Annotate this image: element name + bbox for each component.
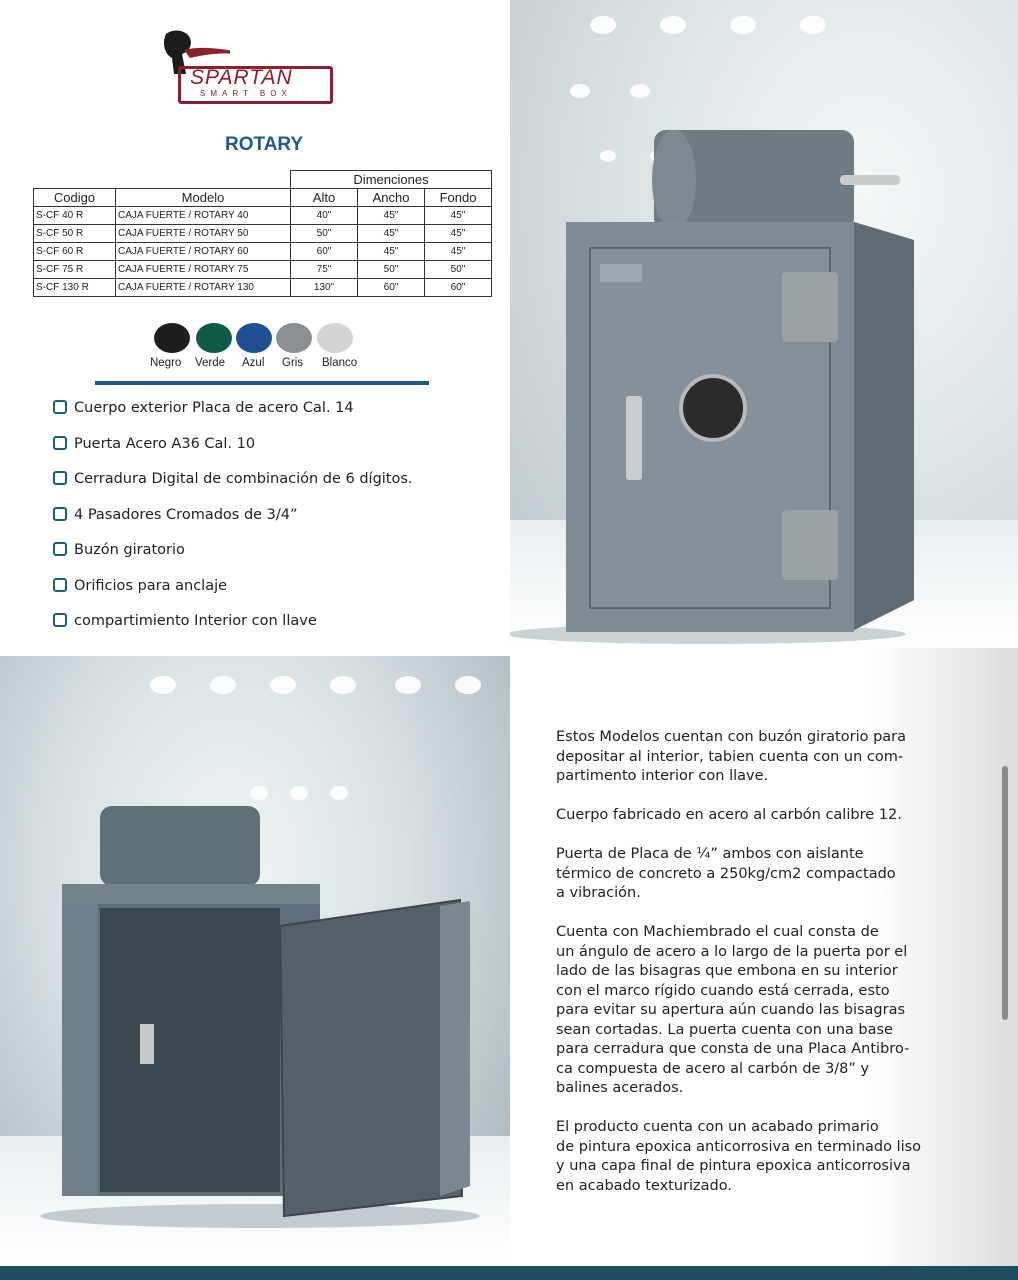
list-item <box>53 542 483 564</box>
cell-alto: 130" <box>291 279 358 297</box>
feature-label: Orificios para anclaje <box>74 577 228 594</box>
footer-bar <box>0 1266 1018 1280</box>
cell-ancho: 45" <box>358 225 425 243</box>
dimensions-table <box>33 170 492 297</box>
list-item <box>53 613 483 635</box>
color-label: Blanco <box>322 357 358 369</box>
color-swatch-gris <box>276 323 312 353</box>
cell-modelo: CAJA FUERTE / ROTARY 75 <box>116 261 291 279</box>
feature-label: Puerta Acero A36 Cal. 10 <box>74 435 256 452</box>
table-row <box>34 261 492 279</box>
cell-alto: 75" <box>291 261 358 279</box>
list-item <box>53 507 483 529</box>
col-header-modelo: Modelo <box>116 189 291 207</box>
cell-codigo: S-CF 40 R <box>34 207 116 225</box>
cell-codigo: S-CF 75 R <box>34 261 116 279</box>
safe-closed-illustration <box>510 0 1018 648</box>
description-paragraph: Cuerpo fabricado en acero al carbón calibre 12. <box>556 807 902 823</box>
feature-label: Cuerpo exterior Placa de acero Cal. 14 <box>74 400 354 416</box>
col-header-fondo: Fondo <box>425 189 492 207</box>
checkbox-icon <box>53 542 67 556</box>
feature-label: Cerradura Digital de combinación de 6 dígitos. <box>74 471 413 487</box>
feature-label: compartimiento Interior con llave <box>74 613 317 629</box>
cell-ancho: 50" <box>358 261 425 279</box>
cell-fondo: 50" <box>425 261 492 279</box>
safe-closed-photo <box>510 0 1018 648</box>
cell-modelo: CAJA FUERTE / ROTARY 50 <box>116 225 291 243</box>
cell-fondo: 45" <box>425 207 492 225</box>
cell-alto: 40" <box>291 207 358 225</box>
checkbox-icon <box>53 436 67 450</box>
feature-label: 4 Pasadores Cromados de 3/4” <box>74 506 298 523</box>
color-swatch-blanco <box>317 323 353 353</box>
dimensions-group-header: Dimenciones <box>291 171 492 189</box>
col-header-ancho: Ancho <box>358 189 425 207</box>
description-paragraph: El producto cuenta con un acabado primario de pintura epoxica anticorrosiva en terminado liso y una capa final de pintura epoxica anticorrosiva en acabado texturizado. <box>556 1119 922 1194</box>
table-row <box>34 207 492 225</box>
cell-alto: 60" <box>291 243 358 261</box>
color-label: Azul <box>242 357 265 369</box>
checkbox-icon <box>53 507 67 521</box>
cell-codigo: S-CF 130 R <box>34 279 116 297</box>
brand-name: SPARTAN <box>190 66 293 89</box>
color-swatch-azul <box>236 323 272 353</box>
product-description <box>556 728 956 1216</box>
cell-codigo: S-CF 50 R <box>34 225 116 243</box>
list-item <box>53 400 483 422</box>
description-paragraph: Estos Modelos cuentan con buzón giratorio para depositar al interior, tabien cuenta con un com- partimento interior con llave. <box>556 729 907 784</box>
col-header-alto: Alto <box>291 189 358 207</box>
cell-codigo: S-CF 60 R <box>34 243 116 261</box>
spartan-logo <box>160 28 340 110</box>
feature-label: Buzón giratorio <box>74 542 185 558</box>
checkbox-icon <box>53 578 67 592</box>
cell-fondo: 45" <box>425 225 492 243</box>
cell-ancho: 60" <box>358 279 425 297</box>
cell-alto: 50" <box>291 225 358 243</box>
section-divider <box>95 381 429 385</box>
cell-ancho: 45" <box>358 243 425 261</box>
list-item <box>53 436 483 458</box>
color-swatch-verde <box>196 323 232 353</box>
color-label: Verde <box>195 357 226 369</box>
col-header-codigo: Codigo <box>34 189 116 207</box>
cell-ancho: 45" <box>358 207 425 225</box>
cell-fondo: 60" <box>425 279 492 297</box>
color-label: Negro <box>150 357 182 369</box>
description-paragraph: Cuenta con Machiembrado el cual consta de un ángulo de acero a lo largo de la puerta por el lado de las bisagras que embona en su interior con el marco rígido cuando está cerrada, esto para evitar su apertura aún cuando las bisagras sean cortadas. La puerta cuenta con una base para cerradura que consta de una Placa Antibro- ca compuesta de acero al carbón de 3/8” y balines acerados. <box>556 924 910 1096</box>
table-row <box>34 243 492 261</box>
description-panel <box>510 648 1018 1266</box>
checkbox-icon <box>53 471 67 485</box>
brand-tagline: SMART BOX <box>200 89 292 98</box>
scrollbar[interactable] <box>1002 766 1008 1020</box>
safe-open-photo <box>0 656 510 1266</box>
spec-panel <box>0 0 510 656</box>
color-label: Gris <box>282 357 304 369</box>
checkbox-icon <box>53 613 67 627</box>
list-item <box>53 471 483 493</box>
cell-modelo: CAJA FUERTE / ROTARY 40 <box>116 207 291 225</box>
cell-modelo: CAJA FUERTE / ROTARY 130 <box>116 279 291 297</box>
table-row <box>34 279 492 297</box>
cell-modelo: CAJA FUERTE / ROTARY 60 <box>116 243 291 261</box>
safe-open-illustration <box>0 656 510 1266</box>
color-options <box>148 323 368 373</box>
product-title: ROTARY <box>225 134 304 155</box>
table-row <box>34 225 492 243</box>
checkbox-icon <box>53 400 67 414</box>
cell-fondo: 45" <box>425 243 492 261</box>
color-swatch-negro <box>154 323 190 353</box>
description-paragraph: Puerta de Placa de ¼” ambos con aislante térmico de concreto a 250kg/cm2 compactado a vibración. <box>556 846 896 901</box>
list-item <box>53 578 483 600</box>
